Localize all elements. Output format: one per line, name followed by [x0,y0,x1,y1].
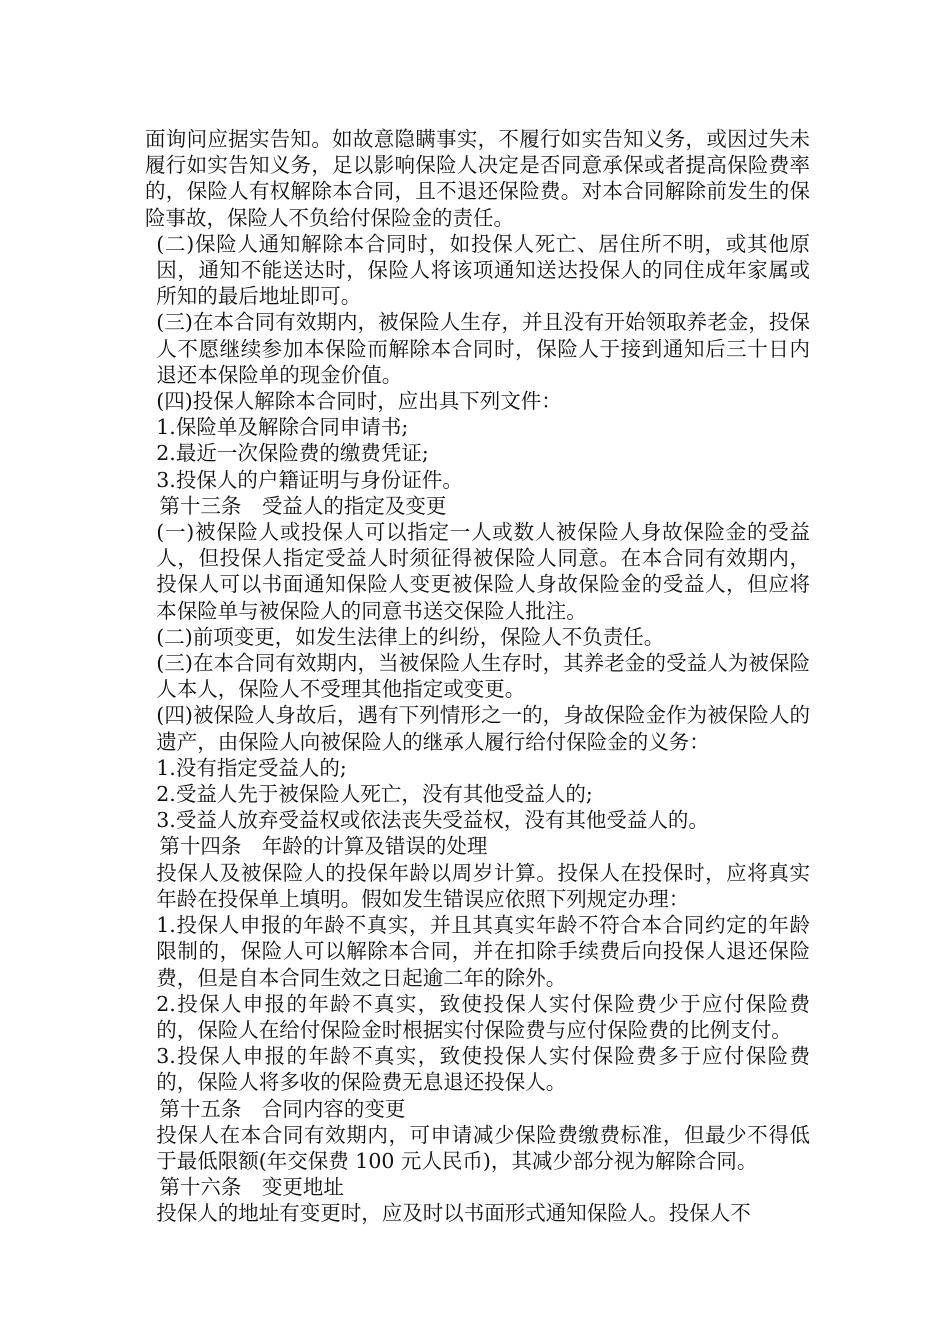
list-item: 1.没有指定受益人的; [156,755,347,780]
list-item: 2.最近一次保险费的缴费凭证; [156,441,429,466]
list-item: 1.保险单及解除合同申请书; [156,415,409,440]
paragraph: (四)投保人解除本合同时，应出具下列文件： [156,389,562,414]
paragraph: (三)在本合同有效期内，当被保险人生存时，其养老金的受益人为被保险人本人，保险人不受理其他指定或变更。 [156,651,810,702]
document-body [145,126,810,1227]
section-heading: 第十四条 年龄的计算及错误的处理 [159,834,488,859]
paragraph: 投保人的地址有变更时，应及时以书面形式通知保险人。投保人不 [156,1201,751,1226]
list-item: 3.投保人申报的年龄不真实，致使投保人实付保险费多于应付保险费的，保险人将多收的保险费无息退还投保人。 [156,1044,810,1095]
paragraph: 投保人及被保险人的投保年龄以周岁计算。投保人在投保时，应将真实年龄在投保单上填明。假如发生错误应依照下列规定办理： [156,860,810,911]
paragraph: (二)保险人通知解除本合同时，如投保人死亡、居住所不明，或其他原因，通知不能送达时，保险人将该项通知送达投保人的同住成年家属或所知的最后地址即可。 [156,231,810,309]
list-item: 2.投保人申报的年龄不真实，致使投保人实付保险费少于应付保险费的，保险人在给付保险金时根据实付保险费与应付保险费的比例支付。 [156,991,810,1042]
section-heading: 第十三条 受益人的指定及变更 [159,493,447,518]
list-item: 2.受益人先于被保险人死亡，没有其他受益人的; [156,782,593,807]
list-item: 3.投保人的户籍证明与身份证件。 [156,467,463,492]
paragraph: (三)在本合同有效期内，被保险人生存，并且没有开始领取养老金，投保人不愿继续参加本保险而解除本合同时，保险人于接到通知后三十日内退还本保险单的现金价值。 [156,310,810,387]
section-heading: 第十五条 合同内容的变更 [159,1096,406,1121]
list-item: 3.受益人放弃受益权或依法丧失受益权，没有其他受益人的。 [156,808,709,833]
list-item: 1.投保人申报的年龄不真实，并且其真实年龄不符合本合同约定的年龄限制的，保险人可以解除本合同，并在扣除手续费后向投保人退还保险费，但是自本合同生效之日起逾二年的除外。 [156,913,810,990]
paragraph: (二)前项变更，如发生法律上的纠纷，保险人不负责任。 [156,624,665,649]
paragraph: (四)被保险人身故后，遇有下列情形之一的，身故保险金作为被保险人的遗产，由保险人向被保险人的继承人履行给付保险金的义务： [156,703,810,754]
paragraph: 投保人在本合同有效期内，可申请减少保险费缴费标准，但最少不得低于最低限额(年交保费 100 元人民币)，其减少部分视为解除合同。 [156,1122,810,1173]
paragraph: 面询问应据实告知。如故意隐瞒事实，不履行如实告知义务，或因过失未履行如实告知义务，足以影响保险人决定是否同意承保或者提高保险费率的，保险人有权解除本合同，且不退还保险费。对本合同解除前发生的保险事故，保险人不负给付保险金的责任。 [145,127,810,230]
section-heading: 第十六条 变更地址 [159,1175,344,1200]
paragraph: (一)被保险人或投保人可以指定一人或数人被保险人身故保险金的受益人，但投保人指定受益人时须征得被保险人同意。在本合同有效期内，投保人可以书面通知保险人变更被保险人身故保险金的受益人，但应将本保险单与被保险人的同意书送交保险人批注。 [156,520,810,623]
